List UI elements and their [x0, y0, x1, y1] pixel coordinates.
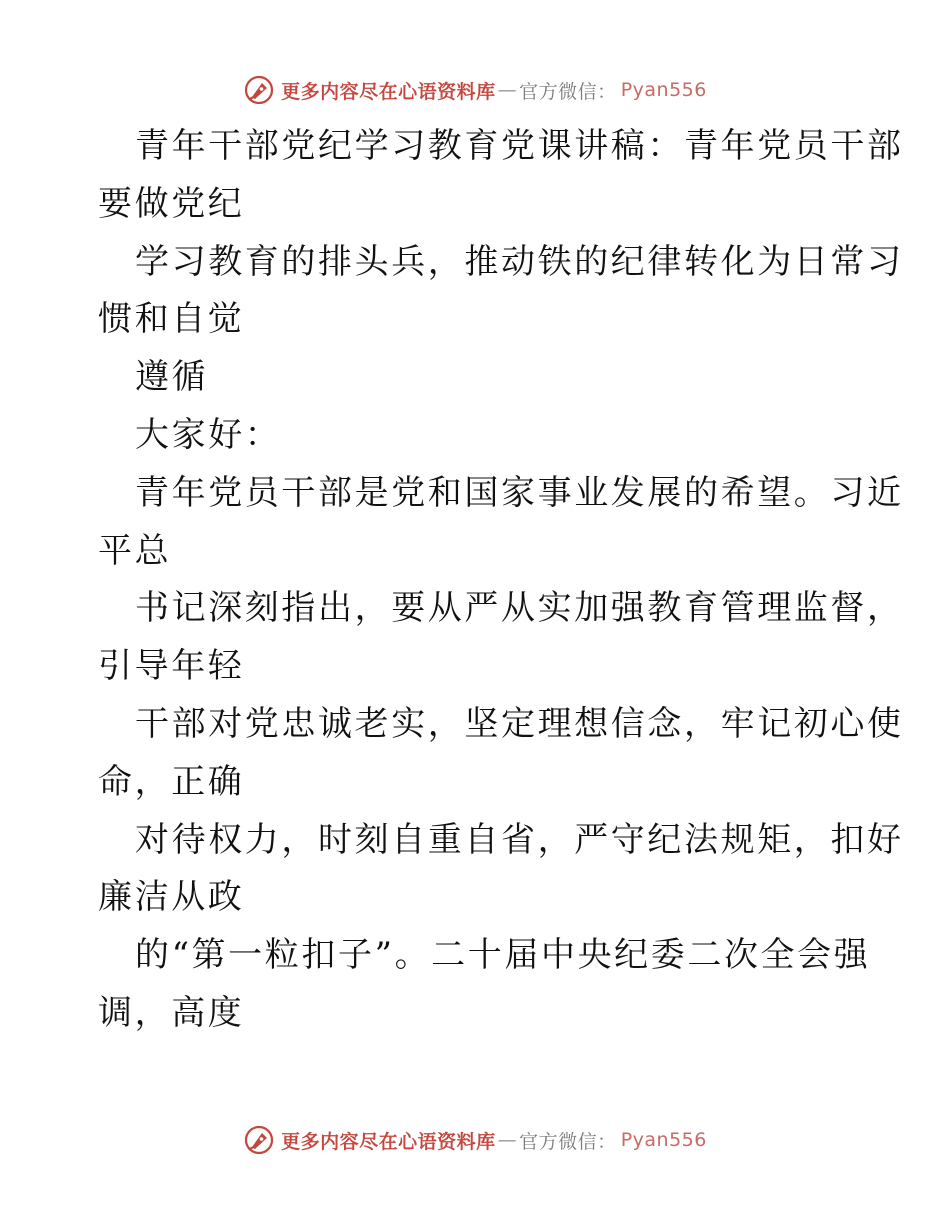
text-line: 命，正确 [98, 761, 245, 802]
text-line: 干部对党忠诚老实，坚定理想信念，牢记初心使 [135, 703, 904, 744]
banner-dash: — [497, 1129, 518, 1151]
banner-site-name: 更多内容尽在心语资料库 [281, 80, 496, 103]
text-line: 对待权力，时刻自重自省，严守纪法规矩，扣好 [135, 819, 904, 860]
text-line: 要做党纪 [98, 183, 245, 224]
text-line: 遵循 [135, 357, 209, 398]
text-line: 学习教育的排头兵，推动铁的纪律转化为日常习 [135, 241, 904, 282]
document-body [98, 118, 904, 1043]
banner-wechat-id: Pyan556 [620, 1129, 707, 1151]
banner-wechat-label: 官方微信： [519, 80, 617, 103]
text-line: 青年干部党纪学习教育党课讲稿：青年党员干部 [135, 126, 904, 166]
banner-site-name: 更多内容尽在心语资料库 [281, 1130, 496, 1153]
text-line: 平总 [98, 530, 172, 571]
text-line: 引导年轻 [98, 646, 245, 687]
text-line: 大家好： [135, 414, 282, 455]
text-line: 调，高度 [98, 992, 245, 1033]
banner-dash: — [497, 79, 518, 101]
banner-wechat-label: 官方微信： [519, 1130, 617, 1153]
text-line: 青年党员干部是党和国家事业发展的希望。习近 [135, 472, 904, 513]
banner-wechat-id: Pyan556 [620, 79, 707, 101]
header-watermark-banner [0, 70, 950, 110]
text-line: 廉洁从政 [98, 877, 245, 918]
pen-nib-logo-icon [243, 74, 275, 106]
text-line: 惯和自觉 [98, 299, 245, 340]
footer-watermark-banner [0, 1120, 950, 1160]
pen-nib-logo-icon [243, 1124, 275, 1156]
text-line: 书记深刻指出，要从严从实加强教育管理监督， [135, 588, 904, 629]
text-line: 的“第一粒扣子”。二十届中央纪委二次全会强 [135, 935, 871, 976]
